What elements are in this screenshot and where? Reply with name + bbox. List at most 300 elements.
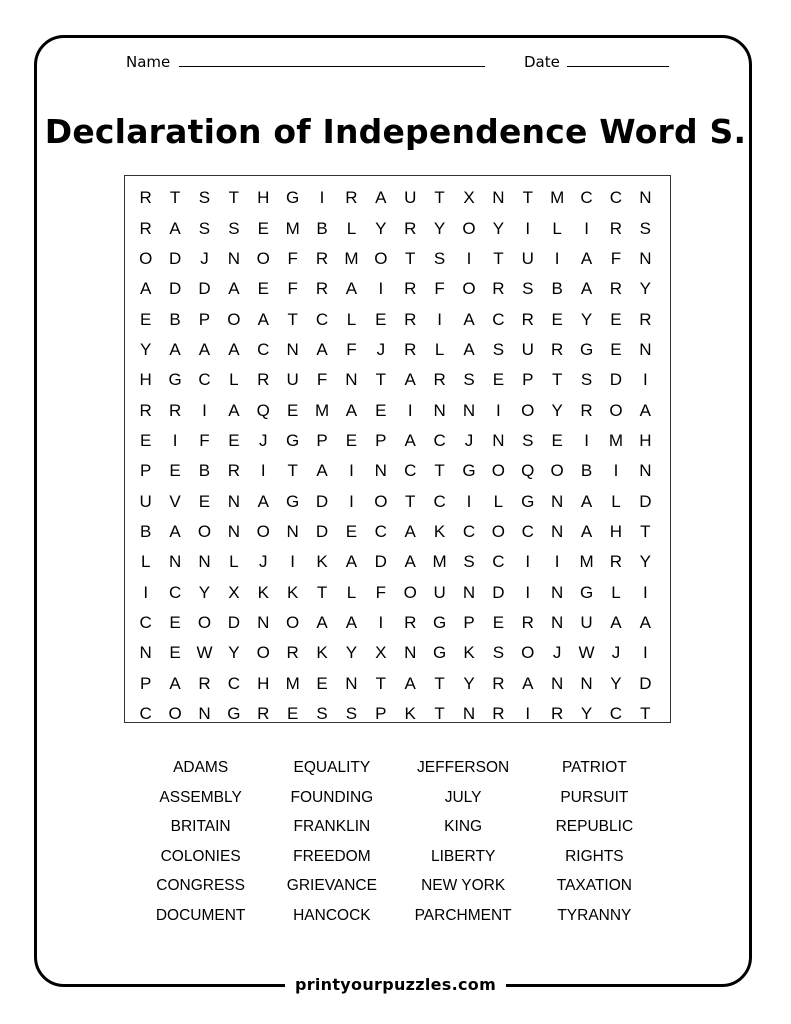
grid-letter[interactable]: I <box>525 582 531 602</box>
grid-letter[interactable]: T <box>434 704 445 724</box>
grid-letter[interactable]: A <box>257 491 269 511</box>
grid-letter[interactable]: P <box>463 612 475 632</box>
grid-letter[interactable]: A <box>228 279 240 299</box>
grid-letter[interactable]: M <box>285 673 300 693</box>
grid-letter[interactable]: R <box>139 400 152 420</box>
grid-letter[interactable]: Y <box>228 643 240 663</box>
grid-letter[interactable]: T <box>375 370 387 390</box>
grid-letter[interactable]: E <box>140 430 152 450</box>
grid-letter[interactable]: R <box>139 188 152 208</box>
grid-letter[interactable]: L <box>611 582 621 602</box>
grid-letter[interactable]: K <box>316 643 328 663</box>
grid-letter[interactable]: R <box>492 279 505 299</box>
grid-letter[interactable]: T <box>228 188 240 208</box>
grid-letter[interactable]: C <box>433 430 446 450</box>
grid-letter[interactable]: J <box>259 430 268 450</box>
grid-letter[interactable]: N <box>639 248 652 268</box>
grid-letter[interactable]: N <box>580 673 593 693</box>
grid-letter[interactable]: K <box>286 582 299 602</box>
grid-letter[interactable]: X <box>228 582 240 602</box>
grid-letter[interactable]: S <box>228 218 240 238</box>
grid-letter[interactable]: R <box>492 673 505 693</box>
grid-letter[interactable]: O <box>609 400 623 420</box>
grid-letter[interactable]: N <box>404 643 417 663</box>
grid-letter[interactable]: T <box>522 188 533 208</box>
grid-letter[interactable]: R <box>609 552 623 572</box>
grid-letter[interactable]: G <box>462 461 476 481</box>
grid-letter[interactable]: Y <box>580 309 593 329</box>
grid-letter[interactable]: O <box>462 279 476 299</box>
grid-letter[interactable]: I <box>172 430 178 450</box>
grid-letter[interactable]: Y <box>198 582 211 602</box>
grid-letter[interactable]: L <box>346 218 357 238</box>
grid-letter[interactable]: N <box>462 704 476 724</box>
grid-letter[interactable]: E <box>610 339 622 359</box>
grid-letter[interactable]: O <box>550 461 564 481</box>
grid-letter[interactable]: F <box>375 582 387 602</box>
grid-letter[interactable]: S <box>522 430 534 450</box>
grid-letter[interactable]: N <box>168 552 182 572</box>
grid-letter[interactable]: R <box>609 218 623 238</box>
grid-letter[interactable]: K <box>316 552 328 572</box>
grid-letter[interactable]: L <box>611 491 621 511</box>
grid-letter[interactable]: I <box>642 582 648 602</box>
grid-letter[interactable]: C <box>492 552 505 572</box>
grid-letter[interactable]: A <box>463 339 475 359</box>
grid-letter[interactable]: I <box>349 491 354 511</box>
grid-letter[interactable]: H <box>257 673 270 693</box>
grid-letter[interactable]: P <box>375 704 387 724</box>
grid-letter[interactable]: C <box>257 339 270 359</box>
grid-letter[interactable]: N <box>462 582 476 602</box>
grid-letter[interactable]: A <box>404 673 416 693</box>
grid-letter[interactable]: R <box>404 218 417 238</box>
grid-letter[interactable]: A <box>404 552 416 572</box>
grid-letter[interactable]: P <box>316 430 328 450</box>
grid-letter[interactable]: A <box>345 400 358 420</box>
grid-letter[interactable]: F <box>287 279 298 299</box>
grid-letter[interactable]: O <box>403 582 417 602</box>
grid-letter[interactable]: P <box>198 309 211 329</box>
grid-letter[interactable]: K <box>463 643 475 663</box>
grid-letter[interactable]: N <box>227 248 240 268</box>
grid-letter[interactable]: E <box>257 279 269 299</box>
grid-letter[interactable]: M <box>314 400 330 420</box>
grid-letter[interactable]: E <box>228 430 240 450</box>
grid-letter[interactable]: R <box>139 218 152 238</box>
grid-letter[interactable]: M <box>579 552 594 572</box>
grid-letter[interactable]: D <box>639 491 652 511</box>
grid-letter[interactable]: K <box>257 582 269 602</box>
grid-letter[interactable]: C <box>168 582 182 602</box>
grid-letter[interactable]: E <box>551 430 563 450</box>
grid-letter[interactable]: L <box>552 218 562 238</box>
grid-letter[interactable]: E <box>169 461 181 481</box>
grid-letter[interactable]: N <box>551 491 564 511</box>
grid-letter[interactable]: F <box>434 279 445 299</box>
grid-letter[interactable]: I <box>260 461 266 481</box>
grid-letter[interactable]: L <box>346 309 357 329</box>
grid-letter[interactable]: E <box>375 309 387 329</box>
grid-letter[interactable]: G <box>286 430 300 450</box>
grid-letter[interactable]: B <box>169 309 181 329</box>
grid-letter[interactable]: E <box>375 400 387 420</box>
grid-letter[interactable]: B <box>551 279 563 299</box>
grid-letter[interactable]: N <box>139 643 152 663</box>
grid-letter[interactable]: N <box>462 400 476 420</box>
grid-letter[interactable]: R <box>551 339 564 359</box>
grid-letter[interactable]: P <box>140 673 152 693</box>
grid-letter[interactable]: X <box>375 643 387 663</box>
grid-letter[interactable]: A <box>169 521 181 541</box>
grid-letter[interactable]: A <box>169 673 181 693</box>
grid-letter[interactable]: R <box>168 400 182 420</box>
grid-letter[interactable]: I <box>466 248 472 268</box>
grid-letter[interactable]: E <box>492 612 505 632</box>
grid-letter[interactable]: I <box>143 582 149 602</box>
grid-letter[interactable]: J <box>200 248 209 268</box>
grid-letter[interactable]: O <box>256 521 270 541</box>
grid-letter[interactable]: H <box>609 521 623 541</box>
grid-letter[interactable]: E <box>492 370 505 390</box>
grid-letter[interactable]: L <box>493 491 504 511</box>
grid-letter[interactable]: E <box>169 643 181 663</box>
grid-letter[interactable]: O <box>197 521 212 541</box>
grid-letter[interactable]: A <box>580 248 593 268</box>
grid-letter[interactable]: I <box>319 188 325 208</box>
grid-letter[interactable]: A <box>404 370 416 390</box>
grid-letter[interactable]: I <box>642 643 648 663</box>
grid-letter[interactable]: A <box>580 491 593 511</box>
grid-letter[interactable]: N <box>345 370 358 390</box>
grid-letter[interactable]: A <box>228 400 240 420</box>
grid-letter[interactable]: R <box>551 704 564 724</box>
grid-letter[interactable]: T <box>640 704 651 724</box>
grid-letter[interactable]: R <box>257 370 270 390</box>
grid-letter[interactable]: A <box>198 339 211 359</box>
grid-letter[interactable]: C <box>521 521 534 541</box>
grid-letter[interactable]: Y <box>345 643 358 663</box>
grid-letter[interactable]: N <box>374 461 387 481</box>
grid-letter[interactable]: J <box>611 643 621 663</box>
grid-letter[interactable]: N <box>551 582 564 602</box>
grid-letter[interactable]: T <box>640 521 651 541</box>
grid-letter[interactable]: R <box>315 279 329 299</box>
grid-letter[interactable]: R <box>404 612 417 632</box>
grid-letter[interactable]: G <box>286 491 300 511</box>
grid-letter[interactable]: S <box>198 188 211 208</box>
grid-letter[interactable]: Q <box>256 400 270 420</box>
grid-letter[interactable]: C <box>139 612 152 632</box>
grid-letter[interactable]: R <box>345 188 358 208</box>
grid-letter[interactable]: B <box>316 218 328 238</box>
grid-letter[interactable]: A <box>316 612 328 632</box>
grid-letter[interactable]: N <box>551 673 564 693</box>
grid-letter[interactable]: D <box>315 491 329 511</box>
grid-letter[interactable]: N <box>227 521 240 541</box>
grid-letter[interactable]: F <box>316 370 328 390</box>
grid-letter[interactable]: M <box>432 552 447 572</box>
grid-letter[interactable]: Y <box>140 339 152 359</box>
grid-letter[interactable]: S <box>492 643 505 663</box>
grid-letter[interactable]: F <box>346 339 357 359</box>
grid-letter[interactable]: T <box>434 673 445 693</box>
grid-letter[interactable]: T <box>493 248 504 268</box>
grid-letter[interactable]: Y <box>551 400 563 420</box>
grid-letter[interactable]: C <box>374 521 387 541</box>
grid-letter[interactable]: I <box>407 400 413 420</box>
grid-letter[interactable]: G <box>168 370 182 390</box>
grid-letter[interactable]: Y <box>639 279 651 299</box>
grid-letter[interactable]: A <box>140 279 152 299</box>
grid-letter[interactable]: A <box>345 552 358 572</box>
grid-letter[interactable]: I <box>525 218 531 238</box>
grid-letter[interactable]: N <box>227 491 240 511</box>
grid-letter[interactable]: T <box>169 188 181 208</box>
grid-letter[interactable]: G <box>286 188 300 208</box>
grid-letter[interactable]: T <box>287 309 298 329</box>
grid-letter[interactable]: B <box>580 461 593 481</box>
grid-letter[interactable]: R <box>404 339 417 359</box>
grid-letter[interactable]: O <box>168 704 182 724</box>
grid-letter[interactable]: D <box>198 279 211 299</box>
grid-letter[interactable]: I <box>525 704 531 724</box>
grid-letter[interactable]: T <box>434 461 445 481</box>
grid-letter[interactable]: U <box>139 491 152 511</box>
grid-letter[interactable]: T <box>405 491 416 511</box>
grid-letter[interactable]: Y <box>580 704 593 724</box>
grid-letter[interactable]: B <box>140 521 152 541</box>
grid-letter[interactable]: L <box>434 339 445 359</box>
grid-letter[interactable]: R <box>286 643 299 663</box>
grid-letter[interactable]: R <box>315 248 329 268</box>
grid-letter[interactable]: O <box>521 400 535 420</box>
grid-letter[interactable]: I <box>290 552 296 572</box>
grid-letter[interactable]: D <box>315 521 329 541</box>
grid-letter[interactable]: A <box>639 400 651 420</box>
grid-letter[interactable]: R <box>198 673 211 693</box>
grid-letter[interactable]: A <box>404 521 416 541</box>
grid-letter[interactable]: A <box>639 612 651 632</box>
grid-letter[interactable]: O <box>197 612 212 632</box>
grid-letter[interactable]: Y <box>610 673 622 693</box>
grid-letter[interactable]: O <box>374 248 388 268</box>
grid-letter[interactable]: S <box>433 248 446 268</box>
grid-letter[interactable]: Y <box>433 218 446 238</box>
grid-letter[interactable]: K <box>404 704 416 724</box>
grid-letter[interactable]: C <box>609 704 623 724</box>
grid-letter[interactable]: I <box>437 309 442 329</box>
grid-letter[interactable]: C <box>315 309 329 329</box>
grid-letter[interactable]: T <box>375 673 387 693</box>
grid-letter[interactable]: L <box>346 582 357 602</box>
grid-letter[interactable]: N <box>639 339 652 359</box>
grid-letter[interactable]: I <box>613 461 619 481</box>
grid-letter[interactable]: O <box>139 248 153 268</box>
grid-letter[interactable]: I <box>584 218 589 238</box>
grid-letter[interactable]: F <box>287 248 298 268</box>
grid-letter[interactable]: U <box>286 370 299 390</box>
grid-letter[interactable]: N <box>639 188 652 208</box>
grid-letter[interactable]: H <box>139 370 152 390</box>
grid-letter[interactable]: O <box>256 248 270 268</box>
grid-letter[interactable]: E <box>345 430 358 450</box>
grid-letter[interactable]: N <box>345 673 358 693</box>
grid-letter[interactable]: S <box>580 370 593 390</box>
grid-letter[interactable]: R <box>433 370 446 390</box>
grid-letter[interactable]: C <box>462 521 476 541</box>
grid-letter[interactable]: U <box>433 582 446 602</box>
grid-letter[interactable]: U <box>580 612 593 632</box>
grid-letter[interactable]: W <box>196 643 213 663</box>
grid-letter[interactable]: C <box>227 673 240 693</box>
grid-letter[interactable]: N <box>198 704 211 724</box>
grid-letter[interactable]: M <box>285 218 300 238</box>
grid-letter[interactable]: E <box>257 218 269 238</box>
grid-letter[interactable]: U <box>404 188 417 208</box>
grid-letter[interactable]: G <box>432 643 447 663</box>
grid-letter[interactable]: D <box>374 552 387 572</box>
grid-letter[interactable]: D <box>227 612 240 632</box>
grid-letter[interactable]: G <box>432 612 447 632</box>
grid-letter[interactable]: N <box>492 188 505 208</box>
grid-letter[interactable]: P <box>375 430 387 450</box>
grid-letter[interactable]: T <box>316 582 328 602</box>
grid-letter[interactable]: T <box>287 461 298 481</box>
grid-letter[interactable]: A <box>580 521 593 541</box>
grid-letter[interactable]: O <box>521 643 535 663</box>
grid-letter[interactable]: S <box>639 218 651 238</box>
grid-letter[interactable]: K <box>433 521 446 541</box>
grid-letter[interactable]: N <box>492 430 505 450</box>
grid-letter[interactable]: J <box>376 339 386 359</box>
grid-letter[interactable]: A <box>580 279 593 299</box>
grid-letter[interactable]: N <box>198 552 211 572</box>
grid-letter[interactable]: N <box>551 612 564 632</box>
grid-letter[interactable]: C <box>492 309 505 329</box>
grid-letter[interactable]: T <box>551 370 563 390</box>
grid-letter[interactable]: D <box>609 370 623 390</box>
grid-letter[interactable]: A <box>345 612 358 632</box>
grid-letter[interactable]: G <box>521 491 535 511</box>
grid-letter[interactable]: N <box>433 400 446 420</box>
grid-letter[interactable]: P <box>140 461 152 481</box>
grid-letter[interactable]: D <box>168 279 182 299</box>
grid-letter[interactable]: I <box>202 400 207 420</box>
grid-letter[interactable]: C <box>580 188 593 208</box>
grid-letter[interactable]: I <box>554 248 560 268</box>
grid-letter[interactable]: A <box>345 279 358 299</box>
grid-letter[interactable]: D <box>639 673 652 693</box>
grid-letter[interactable]: Y <box>492 218 505 238</box>
grid-letter[interactable]: A <box>404 430 416 450</box>
grid-letter[interactable]: A <box>375 188 387 208</box>
grid-letter[interactable]: D <box>492 582 505 602</box>
grid-letter[interactable]: O <box>286 612 300 632</box>
grid-letter[interactable]: O <box>491 461 505 481</box>
grid-letter[interactable]: C <box>139 704 152 724</box>
grid-letter[interactable]: O <box>374 491 388 511</box>
grid-letter[interactable]: E <box>198 491 211 511</box>
grid-letter[interactable]: U <box>521 339 534 359</box>
grid-letter[interactable]: I <box>584 430 589 450</box>
grid-letter[interactable]: J <box>464 430 474 450</box>
grid-letter[interactable]: Y <box>639 552 651 572</box>
grid-letter[interactable]: J <box>552 643 562 663</box>
grid-letter[interactable]: O <box>256 643 270 663</box>
grid-letter[interactable]: I <box>378 612 384 632</box>
grid-letter[interactable]: J <box>259 552 268 572</box>
grid-letter[interactable]: W <box>578 643 595 663</box>
grid-letter[interactable]: I <box>466 491 472 511</box>
grid-letter[interactable]: I <box>496 400 501 420</box>
grid-letter[interactable]: L <box>229 552 239 572</box>
grid-letter[interactable]: A <box>169 339 181 359</box>
grid-letter[interactable]: N <box>286 521 299 541</box>
grid-letter[interactable]: S <box>198 218 211 238</box>
grid-letter[interactable]: G <box>579 339 594 359</box>
grid-letter[interactable]: A <box>169 218 181 238</box>
grid-letter[interactable]: Y <box>463 673 475 693</box>
grid-letter[interactable]: E <box>169 612 181 632</box>
grid-letter[interactable]: G <box>579 582 594 602</box>
grid-letter[interactable]: A <box>228 339 240 359</box>
grid-letter[interactable]: E <box>316 673 328 693</box>
grid-letter[interactable]: M <box>344 248 359 268</box>
grid-letter[interactable]: C <box>404 461 417 481</box>
grid-letter[interactable]: I <box>642 370 648 390</box>
grid-letter[interactable]: R <box>257 704 270 724</box>
grid-letter[interactable]: R <box>227 461 240 481</box>
grid-letter[interactable]: S <box>345 704 358 724</box>
grid-letter[interactable]: I <box>378 279 384 299</box>
grid-letter[interactable]: S <box>316 704 328 724</box>
grid-letter[interactable]: G <box>227 704 241 724</box>
grid-letter[interactable]: I <box>349 461 354 481</box>
grid-letter[interactable]: U <box>521 248 534 268</box>
grid-letter[interactable]: A <box>316 461 328 481</box>
grid-letter[interactable]: C <box>433 491 446 511</box>
grid-letter[interactable]: F <box>610 248 622 268</box>
grid-letter[interactable]: Q <box>521 461 535 481</box>
grid-letter[interactable]: N <box>551 521 564 541</box>
grid-letter[interactable]: H <box>257 188 270 208</box>
grid-letter[interactable]: C <box>609 188 623 208</box>
grid-letter[interactable]: V <box>169 491 181 511</box>
grid-letter[interactable]: E <box>345 521 358 541</box>
grid-letter[interactable]: E <box>610 309 622 329</box>
grid-letter[interactable]: P <box>522 370 534 390</box>
grid-letter[interactable]: T <box>405 248 416 268</box>
grid-letter[interactable]: A <box>610 612 622 632</box>
grid-letter[interactable]: S <box>522 279 534 299</box>
grid-letter[interactable]: N <box>286 339 299 359</box>
grid-letter[interactable]: H <box>639 430 652 450</box>
grid-letter[interactable]: N <box>639 461 652 481</box>
grid-letter[interactable]: X <box>463 188 475 208</box>
grid-letter[interactable]: I <box>525 552 531 572</box>
grid-letter[interactable]: R <box>580 400 593 420</box>
grid-letter[interactable]: A <box>463 309 475 329</box>
grid-letter[interactable]: B <box>198 461 211 481</box>
grid-letter[interactable]: R <box>639 309 652 329</box>
grid-letter[interactable]: R <box>521 612 534 632</box>
grid-letter[interactable]: L <box>229 370 239 390</box>
grid-letter[interactable]: M <box>550 188 565 208</box>
grid-letter[interactable]: O <box>491 521 505 541</box>
grid-letter[interactable]: Y <box>375 218 387 238</box>
grid-letter[interactable]: R <box>492 704 505 724</box>
